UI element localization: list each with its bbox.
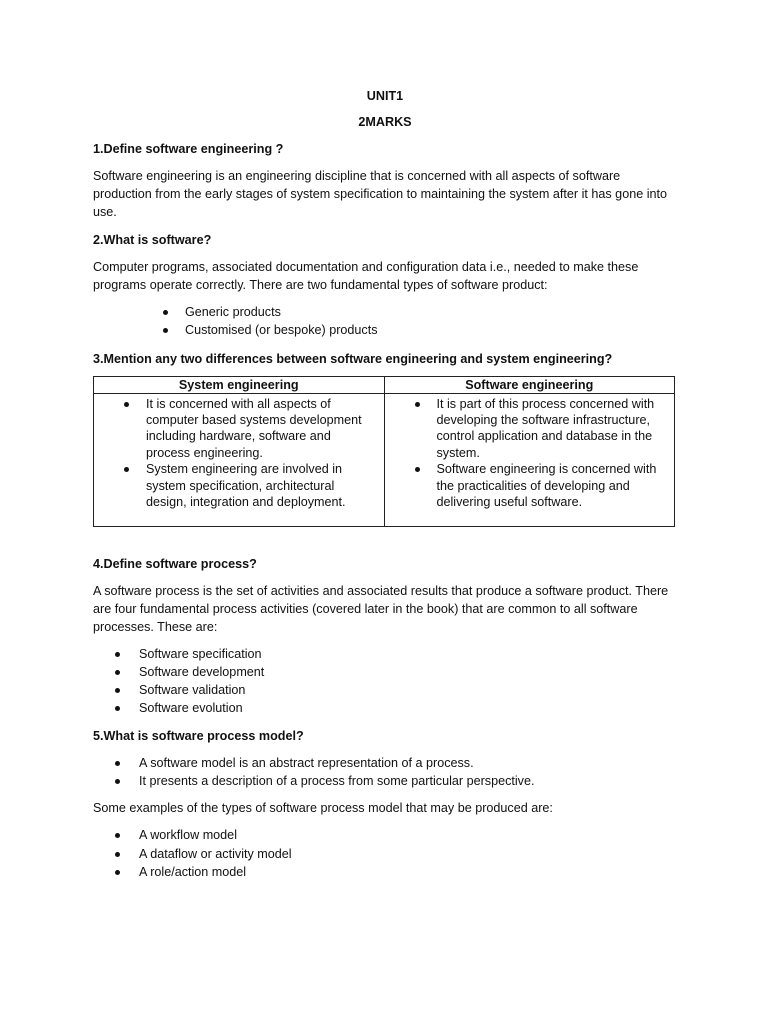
list-item: System engineering are involved in system specification, architectural design, integration and deployment. [94, 461, 384, 510]
bullet-icon [163, 310, 168, 315]
list-item: It presents a description of a process from some particular perspective. [93, 772, 677, 790]
bullet-icon [115, 761, 120, 766]
table-header-system: System engineering [94, 376, 385, 393]
q2-list [93, 303, 677, 340]
bullet-icon [124, 402, 129, 407]
bullet-icon [115, 706, 120, 711]
list-item: A workflow model [93, 826, 677, 844]
marks-title: 2MARKS [358, 115, 412, 129]
bullet-icon [115, 833, 120, 838]
list-item: It is part of this process concerned with developing the software infrastructure, control application and database in the system. [385, 396, 675, 462]
list-item: Customised (or bespoke) products [93, 321, 677, 339]
q5-heading: 5.What is software process model? [93, 728, 304, 743]
q2-answer: Computer programs, associated documentation and configuration data i.e., needed to make these programs operate correctly. There are two fundamental types of software product: [93, 260, 639, 292]
q4-heading: 4.Define software process? [93, 556, 257, 571]
unit-title: UNIT1 [366, 89, 404, 103]
q4-list [93, 645, 677, 718]
bullet-icon [124, 467, 129, 472]
bullet-icon [163, 328, 168, 333]
table-header-row [94, 376, 675, 393]
list-item: Software engineering is concerned with the practicalities of developing and delivering useful software. [385, 461, 675, 510]
q5-list [93, 754, 677, 791]
bullet-icon [115, 670, 120, 675]
list-item: Software specification [93, 645, 677, 663]
list-item: Generic products [93, 303, 677, 321]
list-item: Software validation [93, 681, 677, 699]
q3-heading: 3.Mention any two differences between software engineering and system engineering? [93, 351, 613, 366]
bullet-icon [415, 467, 420, 472]
bullet-icon [115, 652, 120, 657]
q5-examples-list [93, 826, 677, 881]
bullet-icon [415, 402, 420, 407]
q5-examples-intro: Some examples of the types of software process model that may be produced are: [93, 801, 553, 816]
document-content [93, 86, 677, 881]
table-cell-system [94, 393, 385, 526]
q1-answer: Software engineering is an engineering discipline that is concerned with all aspects of software production from the early stages of system specification to maintaining the system after it has gone into use. [93, 169, 668, 219]
list-item: A dataflow or activity model [93, 845, 677, 863]
q2-heading: 2.What is software? [93, 233, 212, 247]
q4-answer: A software process is the set of activities and associated results that produce a software product. There are four fundamental process activities (covered later in the book) that are common to all software processes. These are: [93, 583, 669, 634]
list-item: A software model is an abstract representation of a process. [93, 754, 677, 772]
list-item: It is concerned with all aspects of computer based systems development including hardware, software and process engineering. [94, 396, 384, 462]
bullet-icon [115, 688, 120, 693]
table-cell-software [384, 393, 675, 526]
table-header-software: Software engineering [384, 376, 675, 393]
table-row [94, 393, 675, 526]
list-item: Software development [93, 663, 677, 681]
bullet-icon [115, 852, 120, 857]
bullet-icon [115, 779, 120, 784]
q1-heading: 1.Define software engineering ? [93, 142, 284, 156]
list-item: A role/action model [93, 863, 677, 881]
comparison-table [93, 376, 675, 527]
list-item: Software evolution [93, 699, 677, 717]
bullet-icon [115, 870, 120, 875]
